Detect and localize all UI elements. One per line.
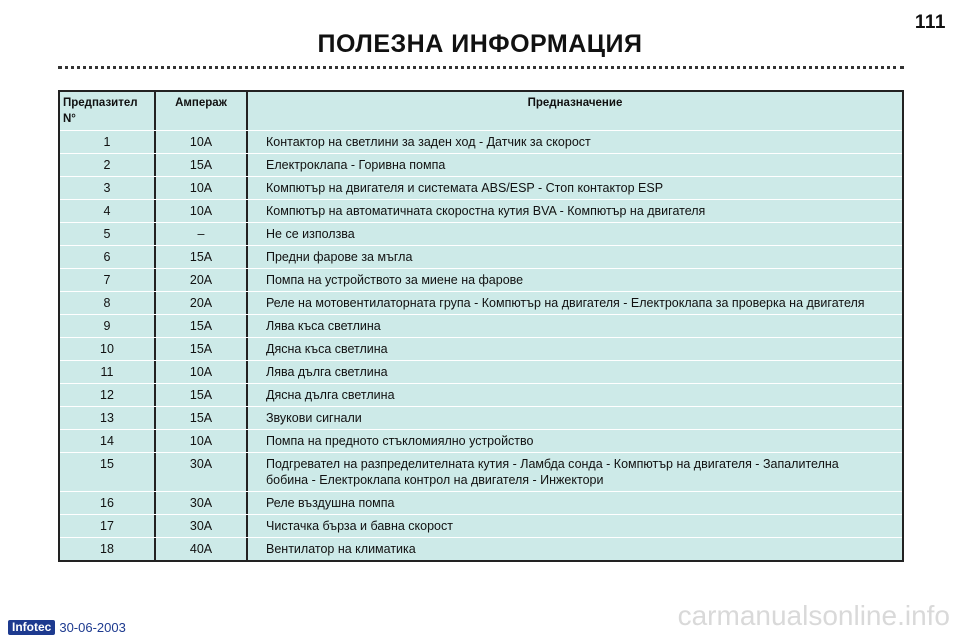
- footer: [8, 620, 126, 635]
- footer-date: 30-06-2003: [59, 620, 126, 635]
- table-row: [60, 515, 902, 538]
- fuse-number: 12: [60, 384, 156, 406]
- amperage: 10A: [156, 361, 248, 383]
- table-row: [60, 154, 902, 177]
- table-row: [60, 131, 902, 154]
- table-row: [60, 177, 902, 200]
- purpose: Помпа на предното стъкломиялно устройство: [266, 434, 534, 448]
- fuse-number: 4: [60, 200, 156, 222]
- amperage: 10A: [156, 430, 248, 452]
- fuse-number: 11: [60, 361, 156, 383]
- purpose: Компютър на двигателя и системата ABS/ESP - Стоп контактор ESP: [266, 181, 664, 195]
- purpose: Дясна къса светлина: [266, 342, 388, 356]
- table-row: [60, 338, 902, 361]
- purpose: Лява къса светлина: [266, 319, 381, 333]
- amperage: 15A: [156, 154, 248, 176]
- dotted-divider: [58, 66, 904, 69]
- fuse-number: 3: [60, 177, 156, 199]
- amperage: 15A: [156, 246, 248, 268]
- infotec-logo: Infotec: [8, 620, 55, 635]
- fuse-number: 6: [60, 246, 156, 268]
- page-title: ПОЛЕЗНА ИНФОРМАЦИЯ: [317, 30, 643, 58]
- purpose: Контактор на светлини за заден ход - Датчик за скорост: [266, 135, 591, 149]
- table-row: [60, 384, 902, 407]
- amperage: 30A: [156, 492, 248, 514]
- table-row: [60, 453, 902, 492]
- purpose: Реле на мотовентилаторната група - Компютър на двигателя - Електроклапа за проверка на двигателя: [266, 296, 865, 310]
- table-row: [60, 430, 902, 453]
- table-row: [60, 492, 902, 515]
- table-row: [60, 200, 902, 223]
- amperage: 15A: [156, 384, 248, 406]
- purpose: Предни фарове за мъгла: [266, 250, 413, 264]
- amperage: 20A: [156, 292, 248, 314]
- table-row: [60, 538, 902, 560]
- table-row: [60, 269, 902, 292]
- table-row: [60, 292, 902, 315]
- amperage: 30A: [156, 515, 248, 537]
- fuse-table: [58, 90, 904, 562]
- fuse-number: 1: [60, 131, 156, 153]
- fuse-number: 5: [60, 223, 156, 245]
- table-row: [60, 407, 902, 430]
- purpose: Звукови сигнали: [266, 411, 362, 425]
- amperage: –: [156, 223, 248, 245]
- fuse-number: 18: [60, 538, 156, 560]
- amperage: 40A: [156, 538, 248, 560]
- amperage: 20A: [156, 269, 248, 291]
- table-row: [60, 315, 902, 338]
- purpose: Лява дълга светлина: [266, 365, 388, 379]
- table-header-row: [60, 92, 902, 131]
- table-row: [60, 223, 902, 246]
- fuse-number: 15: [60, 453, 156, 491]
- fuse-number: 9: [60, 315, 156, 337]
- fuse-number: 2: [60, 154, 156, 176]
- purpose: Компютър на автоматичната скоростна кутия BVA - Компютър на двигателя: [266, 204, 706, 218]
- header-purpose: Предназначение: [527, 97, 623, 109]
- table-row: [60, 361, 902, 384]
- header-fuse-number: Предпазител N°: [60, 92, 156, 130]
- table-row: [60, 246, 902, 269]
- purpose: Подгревател на разпределителната кутия - Ламбда сонда - Компютър на двигателя - Запалителна бобина - Електроклапа контрол на двигателя - Инжектори: [266, 457, 839, 487]
- purpose: Вентилатор на климатика: [266, 542, 416, 556]
- fuse-number: 16: [60, 492, 156, 514]
- watermark: carmanualsonline.info: [677, 600, 950, 631]
- fuse-number: 14: [60, 430, 156, 452]
- amperage: 10A: [156, 200, 248, 222]
- amperage: 15A: [156, 315, 248, 337]
- amperage: 10A: [156, 131, 248, 153]
- fuse-number: 7: [60, 269, 156, 291]
- purpose: Чистачка бърза и бавна скорост: [266, 519, 453, 533]
- fuse-number: 8: [60, 292, 156, 314]
- purpose: Дясна дълга светлина: [266, 388, 395, 402]
- page-number: 111: [914, 12, 946, 33]
- purpose: Реле въздушна помпа: [266, 496, 395, 510]
- purpose: Електроклапа - Горивна помпа: [266, 158, 446, 172]
- fuse-number: 10: [60, 338, 156, 360]
- header-amperage: Ампераж: [156, 92, 248, 130]
- purpose: Помпа на устройството за миене на фарове: [266, 273, 524, 287]
- fuse-number: 17: [60, 515, 156, 537]
- fuse-number: 13: [60, 407, 156, 429]
- amperage: 15A: [156, 338, 248, 360]
- purpose: Не се използва: [266, 227, 355, 241]
- amperage: 10A: [156, 177, 248, 199]
- amperage: 30A: [156, 453, 248, 491]
- amperage: 15A: [156, 407, 248, 429]
